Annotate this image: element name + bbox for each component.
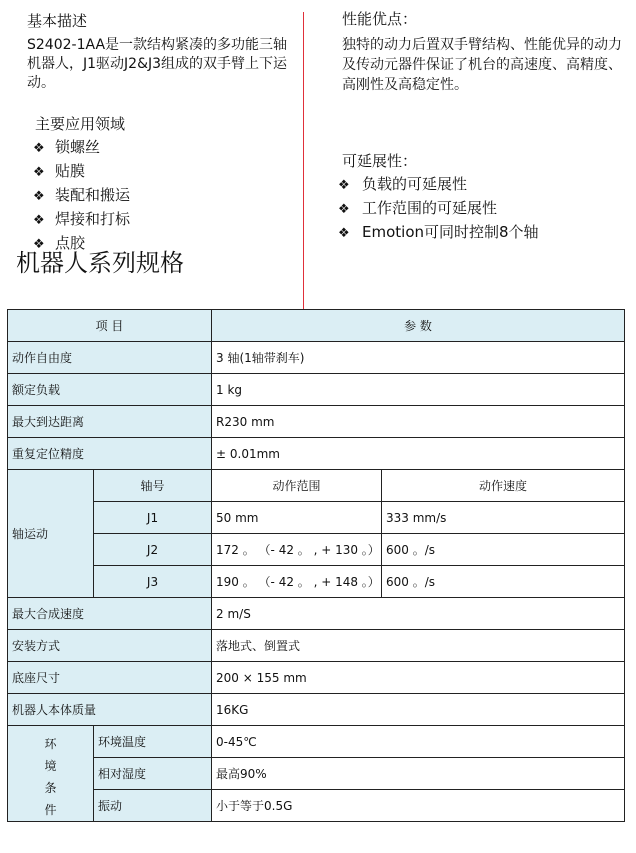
bullet-icon: ❖	[338, 226, 350, 241]
table-row	[8, 502, 625, 534]
list-item: ❖ 贴膜	[33, 160, 130, 184]
axis-motion-label: 轴运动	[8, 470, 94, 598]
list-item: ❖ Emotion可同时控制8个轴	[338, 221, 539, 245]
table-row	[8, 342, 625, 374]
extensibility-title: 可延展性：	[342, 152, 418, 170]
vibration-value: 小于等于0.5G	[212, 790, 625, 822]
bullet-icon: ❖	[33, 165, 45, 180]
bullet-icon: ❖	[33, 237, 45, 252]
base-size-label: 底座尺寸	[8, 662, 212, 694]
mount-label: 安装方式	[8, 630, 212, 662]
base-size-value: 200 × 155 mm	[212, 662, 625, 694]
load-label: 额定负载	[8, 374, 212, 406]
dof-label: 动作自由度	[8, 342, 212, 374]
table-row	[8, 598, 625, 630]
applications-title: 主要应用领域	[35, 115, 126, 133]
humidity-value: 最高90%	[212, 758, 625, 790]
temp-value: 0-45℃	[212, 726, 625, 758]
humidity-label: 相对湿度	[94, 758, 212, 790]
divider-line	[303, 12, 304, 328]
reach-label: 最大到达距离	[8, 406, 212, 438]
repeat-label: 重复定位精度	[8, 438, 212, 470]
table-row	[8, 630, 625, 662]
axis-no: J3	[94, 566, 212, 598]
mass-value: 16KG	[212, 694, 625, 726]
axis-speed: 600 。/s	[382, 534, 625, 566]
max-speed-value: 2 m/S	[212, 598, 625, 630]
table-row	[8, 406, 625, 438]
axis-range: 172 。 （- 42 。 , + 130 。）	[212, 534, 382, 566]
performance-title: 性能优点：	[342, 10, 418, 28]
table-row	[8, 662, 625, 694]
table-header-row	[8, 310, 625, 342]
mass-label: 机器人本体质量	[8, 694, 212, 726]
max-speed-label: 最大合成速度	[8, 598, 212, 630]
dof-value: 3 轴(1轴带刹车)	[212, 342, 625, 374]
list-item: ❖ 负载的可延展性	[338, 173, 539, 197]
list-item: ❖ 锁螺丝	[33, 136, 130, 160]
axis-speed: 333 mm/s	[382, 502, 625, 534]
table-row	[8, 694, 625, 726]
table-row	[8, 470, 625, 502]
table-row	[8, 758, 625, 790]
list-item: ❖ 装配和搬运	[33, 184, 130, 208]
reach-value: R230 mm	[212, 406, 625, 438]
axis-range: 190 。 （- 42 。 , + 148 。）	[212, 566, 382, 598]
basic-description-text: S2402-1AA是一款结构紧凑的多功能三轴机器人，J1驱动J2&J3组成的双手臂上下运动。	[27, 37, 288, 91]
axis-no: J1	[94, 502, 212, 534]
performance-text: 独特的动力后置双手臂结构、性能优异的动力及传动元器件保证了机台的高速度、高精度、高刚性及高稳定性。	[342, 37, 622, 93]
list-item: ❖ 点胶	[33, 232, 130, 256]
extensibility-list	[338, 173, 539, 245]
basic-description-title: 基本描述	[27, 12, 88, 30]
table-row	[8, 534, 625, 566]
applications-list	[33, 136, 130, 256]
series-spec-heading: 机器人系列规格	[16, 249, 184, 277]
table-row	[8, 726, 625, 758]
temp-label: 环境温度	[94, 726, 212, 758]
bullet-icon: ❖	[33, 189, 45, 204]
table-row	[8, 566, 625, 598]
repeat-value: ± 0.01mm	[212, 438, 625, 470]
spec-table	[7, 309, 625, 822]
list-item: ❖ 焊接和打标	[33, 208, 130, 232]
axis-range: 50 mm	[212, 502, 382, 534]
axis-no-header: 轴号	[94, 470, 212, 502]
table-row	[8, 790, 625, 822]
header-item: 项 目	[8, 310, 212, 342]
vibration-label: 振动	[94, 790, 212, 822]
table-row	[8, 374, 625, 406]
range-header: 动作范围	[212, 470, 382, 502]
header-param: 参 数	[212, 310, 625, 342]
list-item: ❖ 工作范围的可延展性	[338, 197, 539, 221]
bullet-icon: ❖	[338, 202, 350, 217]
axis-speed: 600 。/s	[382, 566, 625, 598]
bullet-icon: ❖	[33, 141, 45, 156]
speed-header: 动作速度	[382, 470, 625, 502]
bullet-icon: ❖	[33, 213, 45, 228]
environment-label: 环 境 条 件	[8, 726, 94, 822]
mount-value: 落地式、倒置式	[212, 630, 625, 662]
load-value: 1 kg	[212, 374, 625, 406]
bullet-icon: ❖	[338, 178, 350, 193]
axis-no: J2	[94, 534, 212, 566]
table-row	[8, 438, 625, 470]
